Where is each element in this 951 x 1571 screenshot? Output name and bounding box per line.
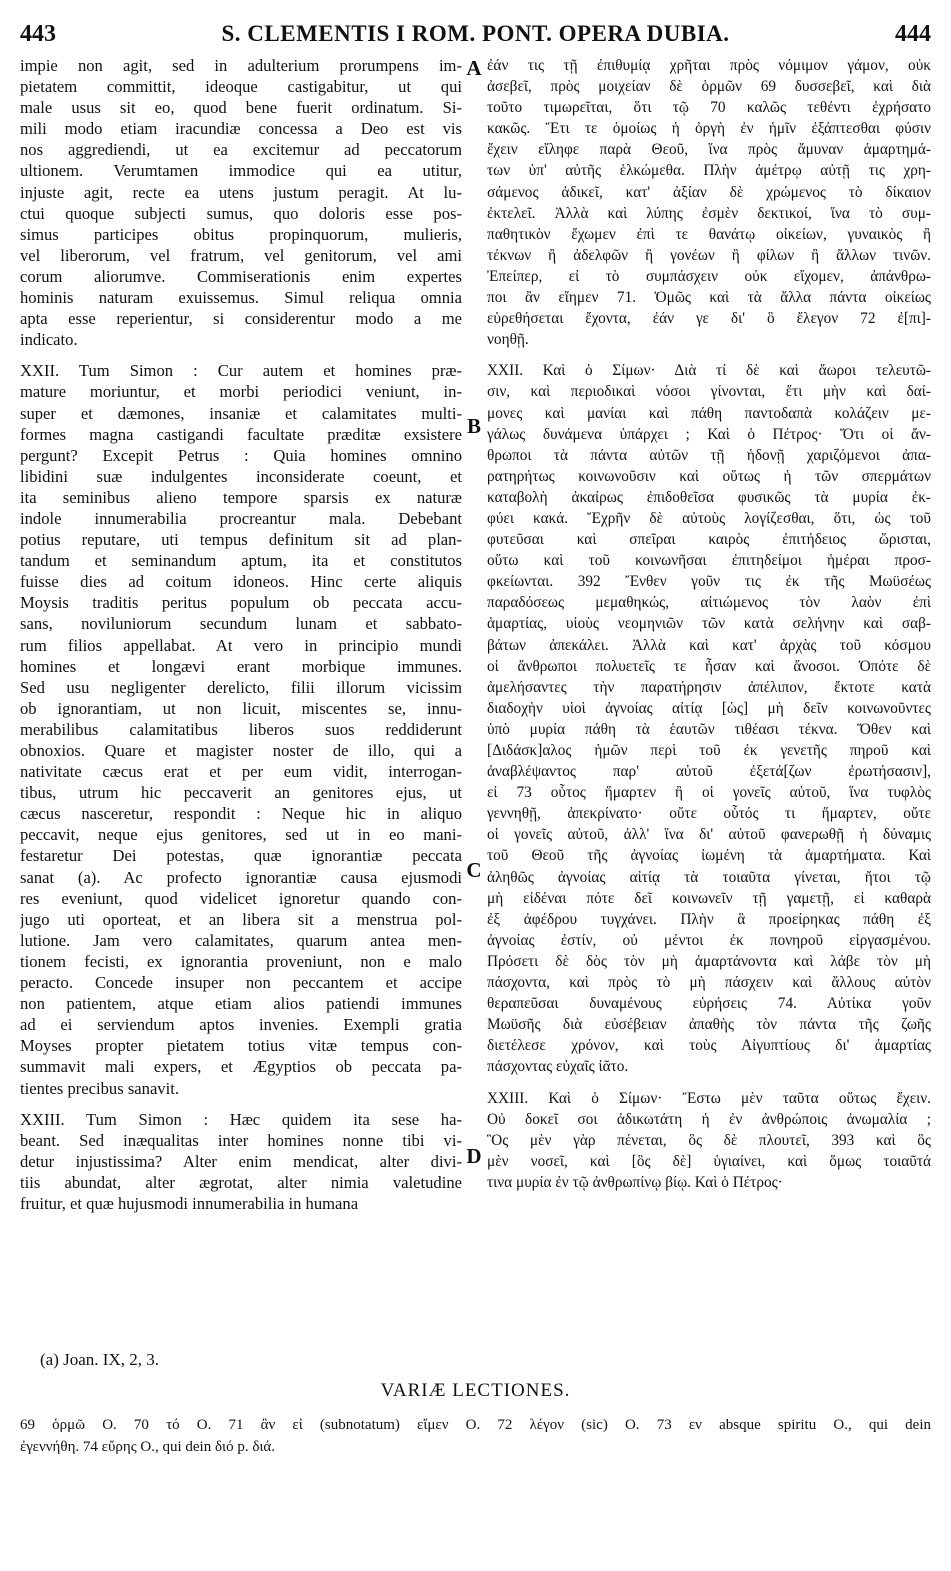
text-line: pergunt? Excepit Petrus : Quia homines omnino (20, 445, 462, 465)
text-line: γεννηθῇ, ἀπεκρίνατο· οὔτε οὗτός τι ἥμαρτεν, οὔτε (487, 805, 931, 823)
text-line: βάτων ἀπεκάλει. Ἀλλὰ καὶ κατ' ἀρχὰς τοῦ κόσμου (487, 636, 931, 654)
text-line: οἱ ἄνθρωποι πολυετεῖς τε ἦσαν καὶ ἄνοσοι. Ὁπότε δὲ (487, 657, 931, 675)
text-line: ctui quoque subjecti sumus, quo doloris esse pos- (20, 203, 462, 223)
text-line: οὕτω καὶ τοῦ κοινωνῆσαι ἐπιτηδείμοι ἡμέραι προσ- (487, 552, 931, 570)
text-line: tibus, utrum hic peccaverit an genitores ejus, ut (20, 783, 462, 803)
text-line: παθητικὸν ἔχωμεν ἐπὶ τε θανάτῳ οἰκείων, γυναικὸς ἢ (487, 225, 931, 243)
text-line: XXII. Καὶ ὁ Σίμων· Διὰ τί δὲ καὶ ἄωροι τελευτῶ- (487, 362, 931, 380)
text-line: τέκνων ἢ ἀδελφῶν ἢ γονέων ἢ φίλων ἢ ἄλλων τινῶν. (487, 246, 931, 264)
text-line: indole innumerabilia procreantur mala. Debebant (20, 508, 462, 528)
text-line: γάλως δυνάμενα ὑπάρχει ; Καὶ ὁ Πέτρος· Ὅτι οἱ ἄν- (487, 425, 931, 443)
text-line: τοῦτο τιμωρεῖται, ὅτι τῷ 70 καλῶς τεθέντι ἐχρήσατο (487, 99, 931, 117)
text-line: ita seminibus alieno tempore sparsis ex naturæ (20, 487, 462, 507)
text-line: non patientem, atque etiam alios patiendi immunes (20, 994, 462, 1014)
text-line: tientes precibus sanavit. (20, 1078, 179, 1098)
text-line: των ὑπ' αὐτῆς ἑλκώμεθα. Πλὴν ἀμέτρῳ αὐτῇ τις χρη- (487, 162, 931, 180)
text-line: cæcus nasceretur, respondit : Neque hic in aliquo (20, 804, 462, 824)
latin-column (20, 55, 462, 1214)
text-line: τοῦ Θεοῦ τῆς ἀγνοίας ἰωμένη τὰ ἁμαρτήματα. Καὶ (487, 847, 931, 865)
variant-line: 69 ὁρμῶ O. 70 τό O. 71 ἂν εἰ (subnotatum) εἴμεν O. 72 λέγον (sic) O. 73 εν absque spiritu O., qui dein (20, 1417, 931, 1433)
text-line: super et dæmones, insaniæ et calamitates multi- (20, 403, 462, 423)
text-line: injuste agit, recte ea utens justum peragit. At lu- (20, 182, 462, 202)
text-line: mature moriuntur, et morbi periodici veniunt, in- (20, 382, 462, 402)
text-line: tandum et seminandum aptum, ita et constitutos (20, 551, 462, 571)
text-line: νοηθῇ. (487, 331, 529, 349)
text-line: θρωποι τὰ πάντα αὐτῶν τῇ ἡδονῇ χαριζόμενοι ἀπα- (487, 446, 931, 464)
text-line: ἁμαρτίας, υἱοὺς νεομηνιῶν τῶν κατὰ σελήνην καὶ σαβ- (487, 615, 931, 633)
text-line: vel liberorum, vel fratrum, vel genitorum, vel ami (20, 245, 462, 265)
text-line: ad ei serviendum aptos invenies. Exempli gratia (20, 1015, 462, 1035)
text-line: apta esse reperientur, si considerentur modo a me (20, 309, 462, 329)
text-line: ἔχειν εἴληφε παρὰ Θεοῦ, ἵνα πρὸς ἄμυναν ἁμαρτημά- (487, 141, 931, 159)
text-line: ποι ἂν εἴημεν 71. Ὁμῶς καὶ τὰ ἄλλα πάντα οἰκείως (487, 289, 931, 307)
section-marker-d: D (466, 1144, 482, 1168)
text-line: πάσχοντας εὐχαῖς ἰᾶτο. (487, 1058, 629, 1076)
running-title: S. CLEMENTIS I ROM. PONT. OPERA DUBIA. (221, 21, 730, 46)
text-line: nativitate cæcus erat et per eum vidit, interrogan- (20, 762, 462, 782)
text-line: φύει κακά. Ἔχρῆν δὲ αὐτοὺς λογίζεσθαι, ὅτι, ὡς τοῦ (487, 509, 931, 527)
text-line: Πρόσετι δὲ δὸς τὸν μὴ ἁμαρτάνοντα καὶ λάβε τὸν μὴ (487, 952, 931, 970)
text-line: beant. Sed inæqualitas inter homines nonne tibi vi- (20, 1130, 462, 1150)
text-line: μὲν νοσεῖ, καὶ [ὃς δὲ] ὑγιαίνει, καὶ ὅμως τοιαῦτά (487, 1152, 931, 1170)
text-line: homines et longævi erant morbique immunes. (20, 656, 462, 676)
text-line: μὴ εἰδέναι πότε δεῖ κοινωνεῖν τῇ γαμετῇ, εἰ καθαρὰ (487, 889, 931, 907)
right-page-number: 444 (895, 20, 931, 47)
text-line: XXII. Tum Simon : Cur autem et homines præ- (20, 361, 462, 381)
text-line: sanat (a). Ac profecto ignorantiæ causa ejusmodi (20, 867, 462, 887)
text-line: φκείωνται. 392 Ἔνθεν γοῦν τις ἐκ τῆς Μωϋσέως (487, 573, 931, 591)
text-line: σιν, καὶ περιοδικαὶ νόσοι γίνονται, ἔτι μὴν καὶ δαί- (487, 383, 931, 401)
text-line: σάμενος ἀδικεῖ, κατ' ἀξίαν δὲ χρώμενος τὸ δίκαιον (487, 183, 931, 201)
text-line: tionem fecisti, ex ignorantia proveniunt, non e malo (20, 951, 462, 971)
text-line: simus participes obitus propinquorum, mulieris, (20, 224, 462, 244)
text-line: libidini suæ indulgentes inconsiderate coeunt, et (20, 466, 462, 486)
text-line: sans, noviluniorum secundum lunam et sabbato- (20, 614, 462, 634)
text-line: formes magna castigandi facultate præditæ exsistere (20, 424, 462, 444)
section-marker-a: A (466, 56, 482, 80)
text-line: ρατηρήτως κοινωνοῦσιν καὶ οὕτως ἡ τῶν σπερμάτων (487, 467, 931, 485)
text-line: peccavit, neque ejus genitores, sed ut in eo mani- (20, 825, 462, 845)
text-line: Ἐπείπερ, εἰ τὸ συμπάσχειν οὐκ εἴχομεν, ἀπάνθρω- (487, 267, 931, 285)
text-line: ἀναβλέψαντος παρ' αὐτοῦ ἐξετά[ζων ἐρωτήσασιν], (487, 763, 931, 781)
text-line: Sed usu negligenter derelicto, filii illorum vicissim (20, 677, 462, 697)
text-line: ultionem. Verumtamen immodice qui ea utitur, (20, 161, 462, 181)
text-line: πάσχοντα, καὶ πρὸς τὸ μὴ πάσχειν καὶ ἄλλους αὐτὸν (487, 974, 931, 992)
text-line: φυτεῦσαι καὶ σπεῖραι καιρὸς ἐπιτήδειος ὥρισται, (487, 531, 931, 549)
text-line: ob ignorantiam, ut non licuit, miscentes se, innu- (20, 698, 462, 718)
text-line: Οὐ δοκεῖ σοι ἀδικωτάτη ἡ ἐν ἀνθρώποις ἀνωμαλία ; (487, 1110, 931, 1128)
text-line: nos aggrediendi, ut ea excitemur ad peccatorum (20, 140, 462, 160)
text-line: Ὃς μὲν γὰρ πένεται, ὃς δὲ πλουτεῖ, 393 καὶ ὃς (487, 1131, 931, 1149)
text-line: corum aliorumve. Commiserationis enim expertes (20, 266, 462, 286)
text-line: fuisse dies ad coitum idoneos. Hinc certe aliquis (20, 572, 462, 592)
text-line: ἀσεβεῖ, πρὸς μοιχείαν δὲ ὁρμῶν 69 δυσσεβεῖ, καὶ διὰ (487, 78, 931, 96)
text-line: ὑπὸ μυρία πάθη τὰ ἑαυτῶν τιθέασι τέκνα. Ὅθεν καὶ (487, 720, 931, 738)
text-line: Moysis traditis peritus populum ob peccata accu- (20, 593, 462, 613)
text-line: indicato. (20, 330, 78, 350)
text-line: [Διδάσκ]αλος ἡμῶν περὶ τοῦ ἐκ γενετῆς πηροῦ καὶ (487, 742, 931, 759)
text-line: Μωϋσῆς διὰ εὐσέβειαν ἀπαθὴς τὸν πάντα τῆς ζωῆς (487, 1016, 931, 1034)
text-line: obnoxios. Quare et magister noster de illo, qui a (20, 741, 462, 760)
section-marker-c: C (466, 858, 482, 882)
text-line: ἀγνοίας ἐστίν, οὐ μέντοι ἐκ πονηροῦ εἰργασμένου. (487, 931, 931, 949)
text-line: lutione. Jam vero calamitates, quarum antea men- (20, 930, 462, 950)
running-head (20, 16, 931, 52)
text-line: καταβολὴ ἀκαίρως ἐπιδοθεῖσα φυσικῶς τὰ μυρία ἐκ- (487, 488, 931, 506)
text-line: jugo uti oporteat, et an libera sit a menstrua pol- (20, 909, 462, 929)
text-line: θεραπεῦσαι δυναμένους εὑρήσεις 74. Αὐτίκα γοῦν (487, 995, 931, 1013)
text-line: διαδοχὴν υἱοὶ ἀγνοίας αἰτίᾳ [ὡς] μὴ δεῖν κοινωνοῦντες (487, 699, 931, 717)
text-line: hominis naturam exuissemus. Simul reliqua omnia (20, 288, 462, 308)
text-line: tiis abundat, alter ægrotat, alter nimia valetudine (20, 1172, 462, 1192)
text-line: rum filios appellabat. At vero in principio mundi (20, 635, 462, 655)
text-line: οἱ γονεῖς αὐτοῦ, ἀλλ' ἵνα δι' αὐτοῦ φανερωθῇ ἡ δύναμις (487, 826, 931, 844)
left-page-number: 443 (20, 20, 56, 47)
text-line: XXIII. Tum Simon : Hæc quidem ita sese ha- (20, 1109, 462, 1129)
text-line: ἐάν τις τῇ ἐπιθυμίᾳ χρῆται πρὸς νόμιμον γάμον, οὐκ (487, 57, 931, 74)
greek-column (487, 55, 931, 1193)
footnote: (a) Joan. IX, 2, 3. (40, 1350, 159, 1369)
text-line: ἀμελήσαντες τὴν παρατήρησιν ἀπέλιπον, ἔκτοτε κατὰ (487, 678, 931, 696)
text-line: ἐξ ἀφέδρου τυγχάνει. Πλὴν ἃ προείρηκας πάθη ἐξ (487, 910, 931, 928)
text-line: summavit mali expers, et Ægyptios ob peccata pa- (20, 1057, 462, 1077)
text-line: impie non agit, sed in adulterium prorumpens im- (20, 56, 462, 75)
text-line: peracto. Concede insuper non peccantem et accipe (20, 973, 462, 993)
text-line: merabilibus calamitatibus liberos suos reddiderunt (20, 719, 462, 739)
text-line: festaretur Dei potestas, quæ ignorantiæ peccata (20, 846, 462, 866)
text-line: ἀληθῶς ἀγνοίας αἰτίᾳ τὰ τοιαῦτα γίνεται, ἤτοι τῷ (487, 868, 931, 886)
text-line: ἐκτελεῖ. Ἀλλὰ καὶ λύπης ἐσμὲν δεκτικοί, ἵνα τὸ συμ- (487, 204, 931, 222)
variant-line: ἐγεννήθη. 74 εὔρης O., qui dein διό p. διά. (20, 1439, 276, 1455)
text-line: εὑρεθήσεται ἔχοντα, ἐάν γε δι' ὃ ἔλεγον 72 ἐ[πι]- (487, 310, 931, 328)
text-line: κακῶς. Ἔτι τε ὁμοίως ἡ ὀργὴ ἐν ἡμῖν ἐξάπτεσθαι φύσιν (487, 120, 931, 138)
variae-lectiones (20, 1414, 931, 1458)
section-marker-b: B (466, 414, 481, 438)
text-line: male usus sit eo, quod bene fuerit ordinatum. Si- (20, 98, 462, 118)
text-line: res eveniunt, quod videlicet ignoretur quando con- (20, 888, 462, 908)
text-line: mili modo etiam iracundiæ concessa a Deo est vis (20, 119, 462, 139)
text-line: potius reputare, uti tempus definitum sit ad plan- (20, 530, 462, 550)
text-line: τινα μυρία ἐν τῷ ἀνθρωπίνῳ βίῳ. Καὶ ὁ Πέτρος· (487, 1173, 783, 1191)
text-line: Moyses propter pietatem totius vitæ tempus con- (20, 1036, 462, 1056)
text-line: pietatem committit, ideoque castigabitur, ut qui (20, 77, 462, 97)
text-line: διετέλεσε χρόνον, καὶ τοὺς Αἰγυπτίους δι' ἁμαρτίας (487, 1037, 931, 1055)
text-line: fruitur, et quæ hujusmodi innumerabilia in humana (20, 1193, 359, 1213)
text-line: XXIII. Καὶ ὁ Σίμων· Ἔστω μὲν ταῦτα οὕτως ἔχειν. (487, 1089, 931, 1107)
variae-lectiones-heading: VARIÆ LECTIONES. (380, 1380, 571, 1401)
text-line: παραδόσεως μεμαθηκώς, αἰτιώμενος τὸν λαὸν ἐπὶ (487, 594, 931, 612)
text-line: εἰ 73 οὗτος ἥμαρτεν ἢ οἱ γονεῖς αὐτοῦ, ἵνα τυφλὸς (487, 784, 931, 802)
text-line: detur injustissima? Alter enim mendicat, alter divi- (20, 1151, 462, 1171)
text-line: μονες καὶ μανίαι καὶ πάθη παντοδαπὰ κολάζειν με- (487, 404, 931, 422)
